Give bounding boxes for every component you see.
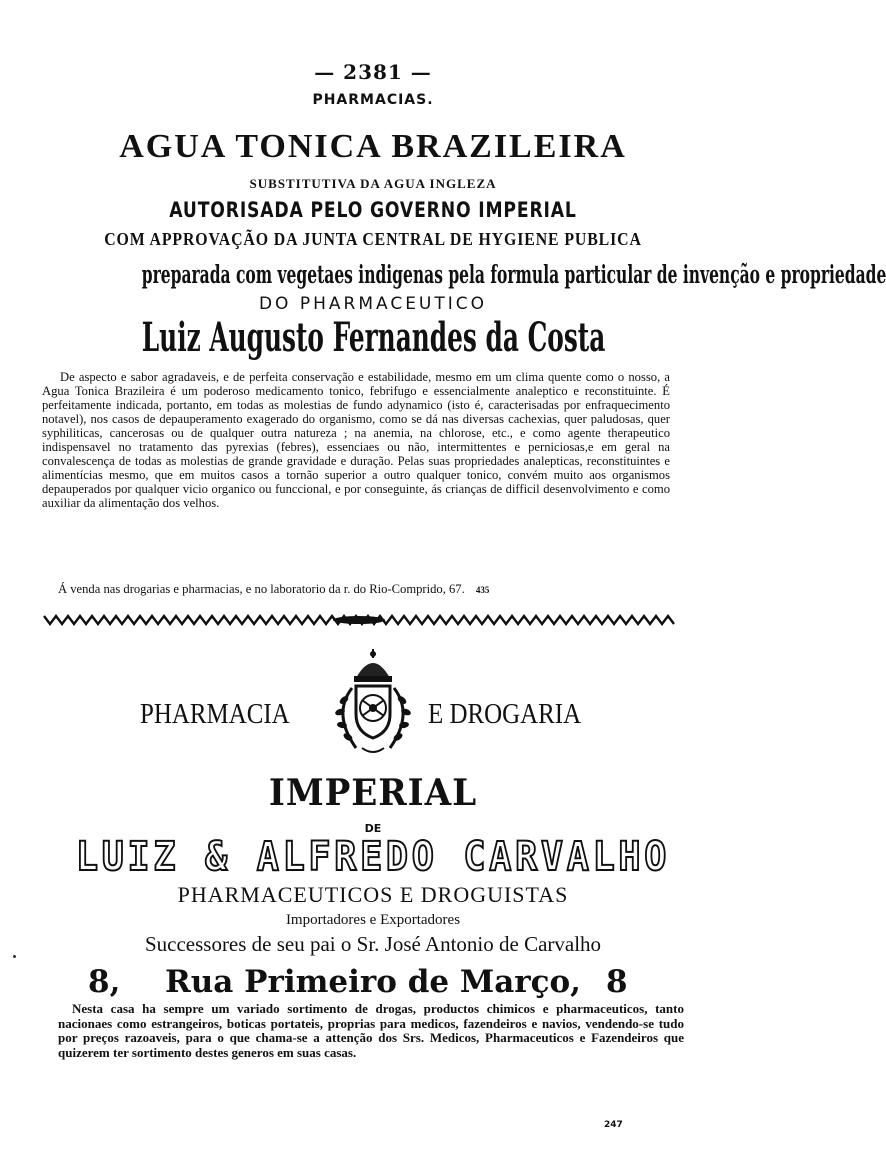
ad1-authorised: AUTORISADA PELO GOVERNO IMPERIAL — [169, 198, 577, 222]
ad2-body-text: Nesta casa ha sempre um variado sortimento de drogas, productos chimicos e pharmaceuticos, tanto nacionaes como estrangeiros, boticas portateis, proprias para medicos, fazendeiros e navios, vendendo-se tudo por preços razoaveis, para o que chama-se a attenção dos Srs. Medicos, Pharmaceuticos e Fazendeiros que quizerem ter sortimento destes generos em suas casas. — [58, 1001, 684, 1060]
ad2-address-number-left: 8, — [88, 964, 121, 1000]
ad2-owner-name: LUIZ & ALFREDO CARVALHO — [75, 834, 671, 880]
ad2-drogaria: E DROGARIA — [428, 698, 582, 730]
margin-mark — [13, 955, 16, 958]
imperial-crest-icon — [326, 648, 420, 758]
ad2-de: DE — [364, 822, 382, 835]
ad1-do-pharmaceutico: DO PHARMACEUTICO — [258, 294, 488, 314]
ad1-approval: COM APPROVAÇÃO DA JUNTA CENTRAL DE HYGIENE PUBLICA — [104, 229, 642, 249]
ad2-address — [0, 964, 746, 1000]
ad1-sale-text: Á venda nas drogarias e pharmacias, e no laboratorio da r. do Rio-Comprido, 67. — [58, 582, 465, 596]
ad1-sale-line — [58, 582, 688, 597]
ornamental-divider — [44, 612, 674, 626]
ad2-address-number-right: 8 — [606, 964, 628, 1000]
ad2-imperial: IMPERIAL — [268, 772, 478, 814]
ad2-pharmacia: PHARMACIA — [140, 698, 290, 730]
ad1-prepared: preparada com vegetaes indigenas pela formula particular de invenção e propriedade — [141, 260, 886, 289]
ad1-subtitle: SUBSTITUTIVA DA AGUA INGLEZA — [249, 176, 497, 191]
ad1-body-text: De aspecto e sabor agradaveis, e de perfeita conservação e estabilidade, mesmo em um clima quente como o nosso, a Agua Tonica Brazileira é um poderoso medicamento tonico, febrifugo e essencialmente analeptico e reconstituinte. É perfeitamente indicada, portanto, em todas as molestias de fundo adynamico (isto é, caracterisadas por enfraquecimento notavel), nos casos de depauperamento exagerado do organismo, como se dá nas diversas cachexias, quer paludosas, quer syphiliticas, cancerosas ou de qualquer outra natureza ; na anemia, na chlorose, etc., e como agente therapeutico indispensavel no tratamento das pyrexias (febres), essenciaes ou não, intermittentes e perniciosas,e em geral na convalescença de todas as molestias de grande gravidade e duração. Pelas suas propriedades analepticas, reconstituintes e alimentícias mesmo, que em muitos casos a tornão superior a outro qualquer tonico, convém muito aos organismos depauperados por qualquer vicio organico ou funccional, e por conseguinte, ás crianças de difficil desenvolvimento e como auxiliar da alimentação dos velhos. — [42, 370, 670, 510]
ad1-pharmacist-name: Luiz Augusto Fernandes da Costa — [141, 314, 606, 361]
ad1-code: 435 — [475, 585, 490, 595]
ad1-title: AGUA TONICA BRAZILEIRA — [119, 128, 627, 165]
ad2-successors: Successores de seu pai o Sr. José Antonio de Carvalho — [144, 932, 602, 956]
page-number: — 2381 — — [314, 60, 432, 84]
ad2-code: 247 — [604, 1120, 623, 1130]
section-title: PHARMACIAS. — [312, 92, 434, 108]
ad2-profession: PHARMACEUTICOS E DROGUISTAS — [177, 882, 569, 907]
ad2-address-street: Rua Primeiro de Março, — [165, 964, 581, 1000]
ad2-import-export: Importadores e Exportadores — [285, 912, 461, 928]
